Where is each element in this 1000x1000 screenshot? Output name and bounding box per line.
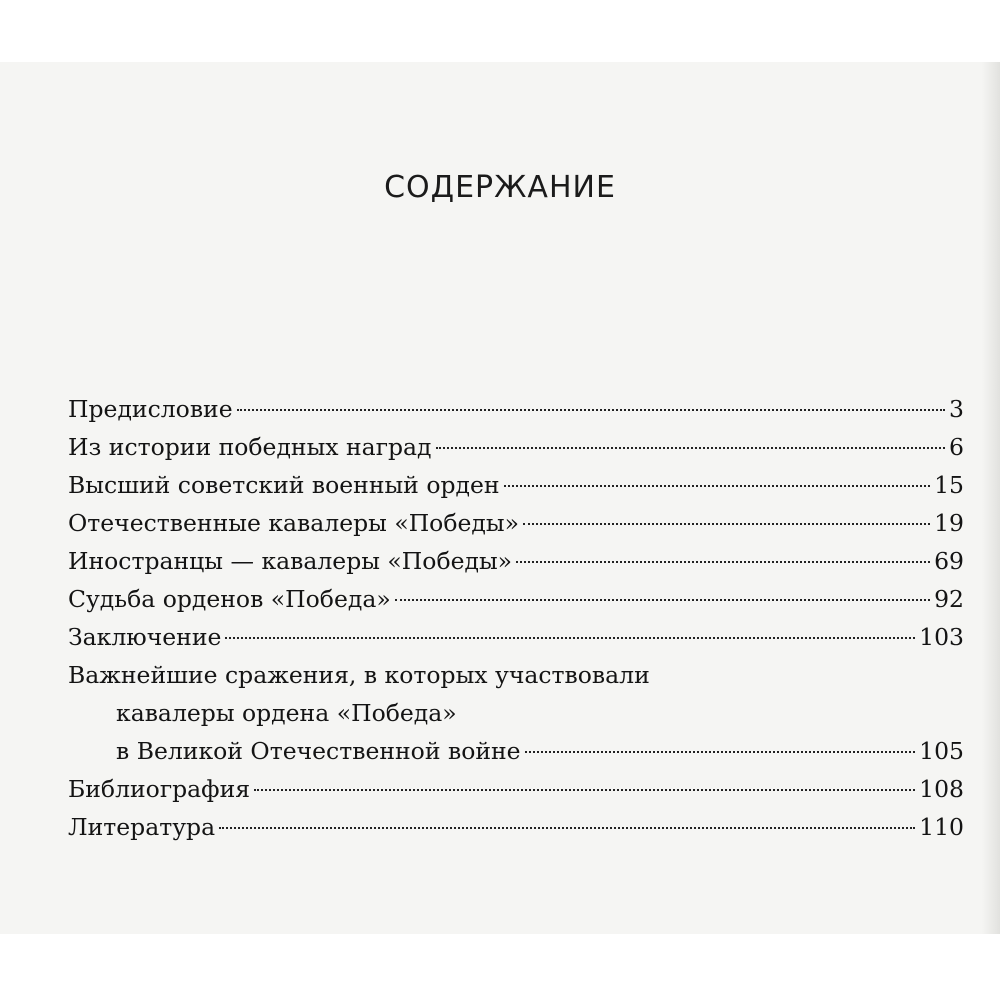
dot-leader [225, 637, 915, 639]
dot-leader [254, 789, 915, 791]
toc-entry [68, 808, 964, 846]
toc-entry-title: Высший советский военный орден [68, 471, 500, 499]
toc-entry-page: 6 [949, 433, 964, 461]
toc-entry-page: 69 [934, 547, 964, 575]
page-title: СОДЕРЖАНИЕ [384, 170, 616, 205]
toc-entry [68, 390, 964, 428]
toc-entry-title: Предисловие [68, 395, 233, 423]
toc-entry-page: 3 [949, 395, 964, 423]
toc-entry-title: Отечественные кавалеры «Победы» [68, 509, 519, 537]
dot-leader [436, 447, 946, 449]
dot-leader [237, 409, 945, 411]
toc-entry-title-line: в Великой Отечественной войне [116, 737, 521, 765]
toc-entry-title: Литература [68, 813, 216, 841]
dot-leader [525, 751, 916, 753]
toc-entry-title: Судьба орденов «Победа» [68, 585, 391, 613]
table-of-contents [68, 390, 964, 846]
dot-leader [219, 827, 915, 829]
toc-entry-multiline [68, 656, 964, 770]
toc-entry-page: 92 [934, 585, 964, 613]
toc-entry-title: Из истории победных наград [68, 433, 432, 461]
toc-entry-page: 15 [934, 471, 964, 499]
toc-entry-title-line: Важнейшие сражения, в которых участвовали [68, 661, 650, 689]
toc-entry [68, 466, 964, 504]
toc-entry-page: 19 [934, 509, 964, 537]
toc-entry-title: Заключение [68, 623, 222, 651]
toc-entry-title: Иностранцы — кавалеры «Победы» [68, 547, 513, 575]
dot-leader [523, 523, 930, 525]
toc-entry [68, 618, 964, 656]
toc-entry-title-line: кавалеры ордена «Победа» [116, 699, 457, 727]
toc-entry-page: 108 [919, 775, 964, 803]
toc-entry [68, 504, 964, 542]
toc-entry [68, 428, 964, 466]
dot-leader [516, 561, 930, 563]
dot-leader [395, 599, 930, 601]
toc-entry-title: Библиография [68, 775, 251, 803]
toc-entry [68, 580, 964, 618]
toc-entry-page: 110 [919, 813, 964, 841]
toc-entry-page: 105 [919, 737, 964, 765]
toc-entry-final-line [68, 732, 964, 770]
toc-entry [68, 770, 964, 808]
toc-entry-page: 103 [919, 623, 964, 651]
toc-entry [68, 542, 964, 580]
dot-leader [504, 485, 931, 487]
